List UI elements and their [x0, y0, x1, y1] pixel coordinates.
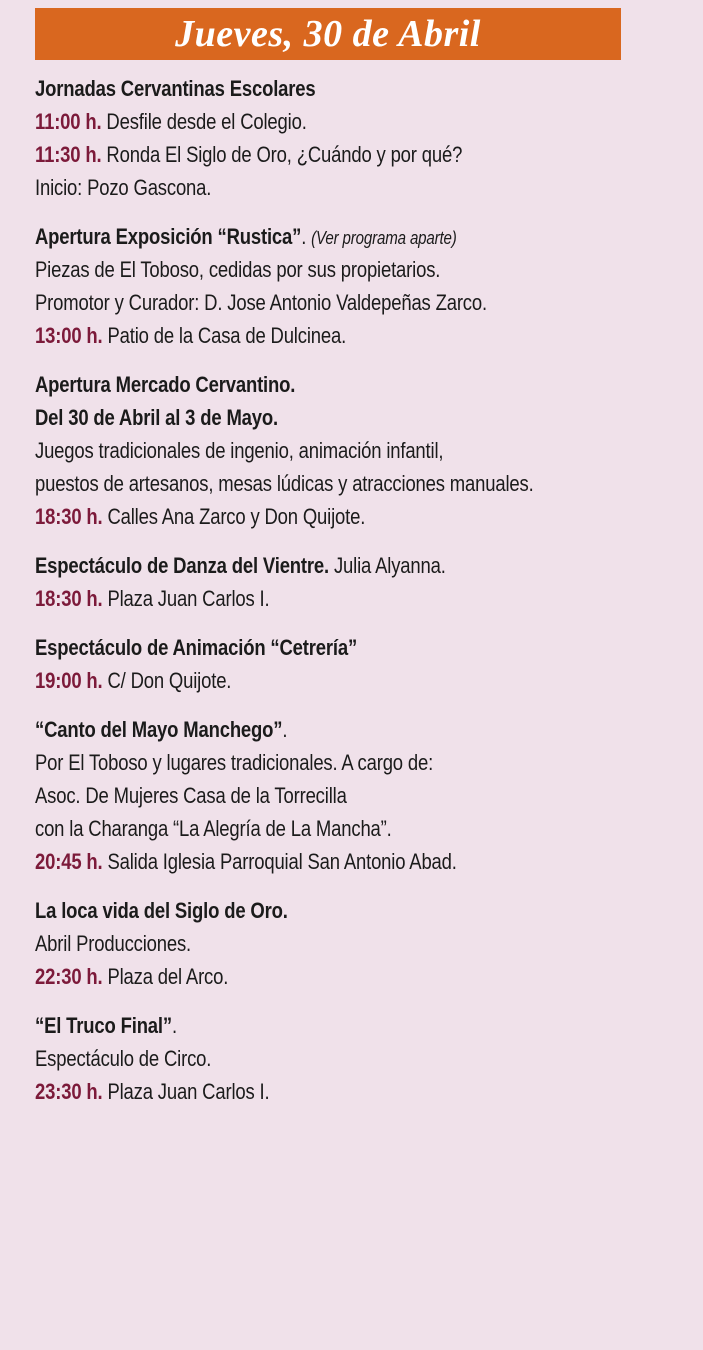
event-text: Ronda El Siglo de Oro, ¿Cuándo y por qué?: [101, 142, 463, 167]
event-line: [35, 1075, 573, 1108]
event-text: C/ Don Quijote.: [102, 668, 232, 693]
event-time: 11:00 h.: [35, 109, 102, 134]
event-line: [35, 927, 573, 960]
event-title: Espectáculo de Danza del Vientre.: [35, 553, 330, 578]
event-time: 20:45 h.: [35, 849, 103, 874]
event-text: Julia Alyanna.: [329, 553, 446, 578]
event-line: [35, 664, 573, 697]
event-text: Plaza Juan Carlos I.: [102, 586, 270, 611]
event-time: 18:30 h.: [35, 504, 103, 529]
event-title: Jornadas Cervantinas Escolares: [35, 76, 316, 101]
event-text: .: [301, 224, 312, 249]
event-line: [35, 220, 573, 253]
event-block: [35, 631, 675, 697]
event-title: “Canto del Mayo Manchego”: [35, 717, 283, 742]
event-line: [35, 368, 573, 401]
event-line: [35, 105, 573, 138]
event-time: 13:00 h.: [35, 323, 103, 348]
event-text: puestos de artesanos, mesas lúdicas y atracciones manuales.: [35, 471, 534, 496]
event-title: Del 30 de Abril al 3 de Mayo.: [35, 405, 278, 430]
event-title: Apertura Mercado Cervantino.: [35, 372, 296, 397]
event-line: [35, 582, 573, 615]
date-header: [35, 8, 621, 60]
event-text: Promotor y Curador: D. Jose Antonio Valdepeñas Zarco.: [35, 290, 487, 315]
event-text: Plaza del Arco.: [102, 964, 229, 989]
event-line: [35, 845, 573, 878]
event-line: [35, 253, 573, 286]
event-line: [35, 812, 573, 845]
event-note: (Ver programa aparte): [311, 228, 457, 248]
event-text: Desfile desde el Colegio.: [101, 109, 307, 134]
event-text: .: [282, 717, 288, 742]
event-text: .: [171, 1013, 177, 1038]
event-line: [35, 894, 573, 927]
event-title: La loca vida del Siglo de Oro.: [35, 898, 288, 923]
event-line: [35, 549, 573, 582]
event-time: 22:30 h.: [35, 964, 103, 989]
event-time: 11:30 h.: [35, 142, 102, 167]
event-line: [35, 631, 573, 664]
event-title: “El Truco Final”: [35, 1013, 172, 1038]
event-line: [35, 779, 573, 812]
event-text: Por El Toboso y lugares tradicionales. A cargo de:: [35, 750, 434, 775]
event-line: [35, 500, 573, 533]
event-block: [35, 713, 675, 878]
event-line: [35, 434, 573, 467]
event-block: [35, 72, 675, 204]
event-line: [35, 171, 573, 204]
event-title: Apertura Exposición “Rustica”: [35, 224, 302, 249]
event-text: Patio de la Casa de Dulcinea.: [102, 323, 347, 348]
event-line: [35, 1009, 573, 1042]
event-line: [35, 713, 573, 746]
event-block: [35, 220, 675, 352]
event-line: [35, 138, 573, 171]
event-block: [35, 1009, 675, 1108]
event-text: con la Charanga “La Alegría de La Mancha”.: [35, 816, 392, 841]
date-title: Jueves, 30 de Abril: [175, 13, 481, 55]
event-time: 19:00 h.: [35, 668, 103, 693]
event-text: Calles Ana Zarco y Don Quijote.: [102, 504, 366, 529]
event-line: [35, 319, 573, 352]
event-line: [35, 72, 573, 105]
event-time: 23:30 h.: [35, 1079, 103, 1104]
event-line: [35, 467, 573, 500]
event-text: Piezas de El Toboso, cedidas por sus propietarios.: [35, 257, 441, 282]
event-line: [35, 746, 573, 779]
event-line: [35, 401, 573, 434]
event-line: [35, 960, 573, 993]
event-text: Plaza Juan Carlos I.: [102, 1079, 270, 1104]
event-text: Asoc. De Mujeres Casa de la Torrecilla: [35, 783, 347, 808]
event-list: [35, 72, 675, 1124]
event-text: Espectáculo de Circo.: [35, 1046, 212, 1071]
event-block: [35, 368, 675, 533]
event-text: Juegos tradicionales de ingenio, animación infantil,: [35, 438, 444, 463]
event-block: [35, 894, 675, 993]
event-title: Espectáculo de Animación “Cetrería”: [35, 635, 358, 660]
event-line: [35, 1042, 573, 1075]
event-text: Inicio: Pozo Gascona.: [35, 175, 212, 200]
event-text: Salida Iglesia Parroquial San Antonio Abad.: [102, 849, 457, 874]
event-time: 18:30 h.: [35, 586, 103, 611]
event-text: Abril Producciones.: [35, 931, 192, 956]
event-block: [35, 549, 675, 615]
event-line: [35, 286, 573, 319]
